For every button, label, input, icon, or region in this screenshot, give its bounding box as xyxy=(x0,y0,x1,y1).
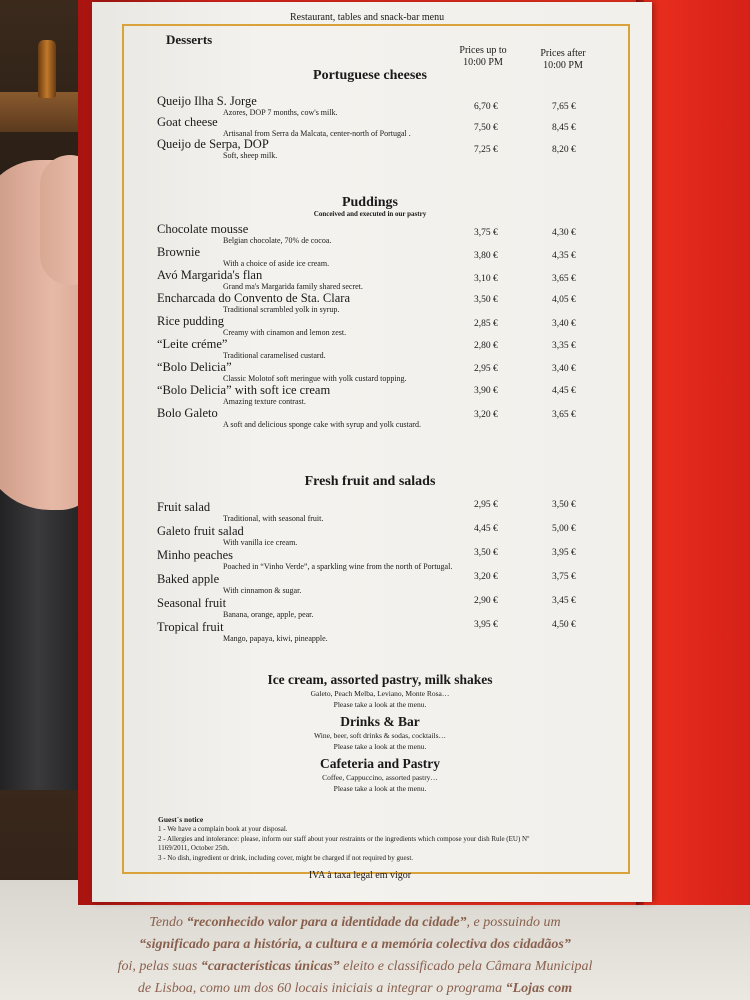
cheeses-title: Portuguese cheeses xyxy=(313,68,427,83)
menu-item xyxy=(157,337,477,361)
price-before-10pm: 2,85 € xyxy=(474,319,498,329)
menu-item-name: Chocolate mousse xyxy=(157,222,249,236)
placemat-text: Tendo “reconhecido valor para a identidade da cidade”, e possuindo um “significado para a história, a cultura e a memória colectiva dos cidadãos” foi, pelas suas “características únicas” eleito e classificado pela Câmara Municipal de Lisboa, como um dos 60 locais iniciais a integrar o programa “Lojas com xyxy=(117,915,593,996)
price-before-10pm: 2,95 € xyxy=(474,364,498,374)
menu-item-description: Poached in “Vinho Verde”, a sparkling wine from the north of Portugal. xyxy=(223,562,453,571)
price-after-10pm: 3,40 € xyxy=(552,319,576,329)
price-after-10pm: 4,50 € xyxy=(552,620,576,630)
menu-item xyxy=(157,291,477,315)
sleeve xyxy=(0,470,85,790)
menu-item-description: A soft and delicious sponge cake with syrup and yolk custard. xyxy=(223,420,421,429)
price-before-10pm: 3,20 € xyxy=(474,410,498,420)
menu-item-description: Classic Molotof soft meringue with yolk custard topping. xyxy=(223,374,407,383)
notice-line: 3 - No dish, ingredient or drink, including cover, might be charged if not required by guest. xyxy=(158,853,414,862)
price-before-10pm: 3,75 € xyxy=(474,228,498,238)
price-after-10pm: 4,35 € xyxy=(552,251,576,261)
price-after-10pm: 8,20 € xyxy=(552,145,576,155)
menu-item-name: Rice pudding xyxy=(157,314,225,328)
menu-item xyxy=(157,620,477,644)
menu-item-name: Queijo Ilha S. Jorge xyxy=(157,94,257,108)
menu-item xyxy=(157,500,477,524)
menu-item xyxy=(157,596,477,620)
menu-item-description: Artisanal from Serra da Malcata, center-north of Portugal . xyxy=(223,129,411,138)
menu-item xyxy=(157,245,477,269)
menu-item xyxy=(157,360,477,384)
notice-title: Guest´s notice xyxy=(158,815,204,824)
extra-section-line: Coffee, Cappuccino, assorted pastry… xyxy=(322,773,438,782)
menu-item-name: Encharcada do Convento de Sta. Clara xyxy=(157,291,350,305)
menu-item xyxy=(157,383,477,407)
extra-section-line: Galeto, Peach Melba, Leviano, Monte Rosa… xyxy=(310,689,450,698)
menu-item xyxy=(157,115,477,139)
price-after-10pm: 3,35 € xyxy=(552,341,576,351)
menu-item-description: Azores, DOP 7 months, cow's milk. xyxy=(223,108,338,117)
extra-section-title: Drinks & Bar xyxy=(340,714,420,729)
price-before-10pm: 2,95 € xyxy=(474,500,498,510)
menu-item-name: Fruit salad xyxy=(157,500,211,514)
puddings-subtitle: Conceived and executed in our pastry xyxy=(313,210,427,218)
price-before-10pm: 4,45 € xyxy=(474,524,498,534)
menu-item-name: Brownie xyxy=(157,245,201,259)
extra-section-title: Cafeteria and Pastry xyxy=(320,756,440,771)
price-after-10pm: 3,65 € xyxy=(552,274,576,284)
menu-item-name: Galeto fruit salad xyxy=(157,524,244,538)
menu-item-name: Bolo Galeto xyxy=(157,406,218,420)
menu-item-description: Belgian chocolate, 70% de cocoa. xyxy=(223,236,332,245)
price-before-10pm: 2,90 € xyxy=(474,596,498,606)
price-after-10pm: 5,00 € xyxy=(552,524,576,534)
menu-item-name: “Bolo Delicia” with soft ice cream xyxy=(157,383,331,397)
price-before-10pm: 6,70 € xyxy=(474,102,498,112)
menu-item xyxy=(157,524,477,548)
price-after-10pm: 4,45 € xyxy=(552,386,576,396)
price-column-header-after: Prices after 10:00 PM xyxy=(540,48,586,71)
price-after-10pm: 3,45 € xyxy=(552,596,576,606)
menu-item-description: Amazing texture contrast. xyxy=(223,397,306,406)
extra-section-line: Wine, beer, soft drinks & sodas, cocktails… xyxy=(313,731,447,740)
footer-tax-note: IVA à taxa legal em vigor xyxy=(308,870,412,881)
price-before-10pm: 7,50 € xyxy=(474,123,498,133)
menu-item xyxy=(157,406,477,430)
menu-item-name: Baked apple xyxy=(157,572,220,586)
menu-item-description: Banana, orange, apple, pear. xyxy=(223,610,314,619)
menu-item xyxy=(157,268,477,292)
menu-item-name: Minho peaches xyxy=(157,548,234,562)
extra-section-title: Ice cream, assorted pastry, milk shakes xyxy=(267,672,493,687)
menu-item xyxy=(157,222,477,246)
price-before-10pm: 3,20 € xyxy=(474,572,498,582)
price-after-10pm: 3,75 € xyxy=(552,572,576,582)
menu-item xyxy=(157,137,477,161)
menu-item-name: Tropical fruit xyxy=(157,620,224,634)
menu-item xyxy=(157,314,477,338)
menu-item-name: “Bolo Delicia” xyxy=(157,360,232,374)
price-before-10pm: 3,50 € xyxy=(474,295,498,305)
price-before-10pm: 3,95 € xyxy=(474,620,498,630)
menu-item-description: Soft, sheep milk. xyxy=(223,151,278,160)
menu-top-title: Restaurant, tables and snack-bar menu xyxy=(290,12,445,23)
price-before-10pm: 3,80 € xyxy=(474,251,498,261)
notice-line: 1 - We have a complain book at your disposal. xyxy=(158,825,288,833)
menu-item-description: With a choice of aside ice cream. xyxy=(223,259,330,268)
section-title: Desserts xyxy=(166,32,213,47)
menu-item xyxy=(157,572,477,596)
menu-item-description: With vanilla ice cream. xyxy=(223,538,298,547)
menu-item-name: “Leite créme” xyxy=(157,337,228,351)
menu-item-name: Seasonal fruit xyxy=(157,596,227,610)
menu-item-description: Creamy with cinamon and lemon zest. xyxy=(223,328,347,337)
price-after-10pm: 4,05 € xyxy=(552,295,576,305)
price-after-10pm: 3,50 € xyxy=(552,500,576,510)
menu-item-name: Queijo de Serpa, DOP xyxy=(157,137,269,151)
price-column-header-before: Prices up to 10:00 PM xyxy=(459,45,507,68)
notice-line: 1169/2011, October 25th. xyxy=(158,844,230,852)
price-after-10pm: 8,45 € xyxy=(552,123,576,133)
menu-item-description: Mango, papaya, kiwi, pineapple. xyxy=(223,634,328,643)
price-before-10pm: 3,50 € xyxy=(474,548,498,558)
extra-section-line: Please take a look at the menu. xyxy=(333,742,427,751)
price-after-10pm: 3,95 € xyxy=(552,548,576,558)
bottle xyxy=(38,40,56,98)
price-before-10pm: 2,80 € xyxy=(474,341,498,351)
menu-item-name: Avó Margarida's flan xyxy=(157,268,263,282)
extra-section-line: Please take a look at the menu. xyxy=(333,700,427,709)
menu-item-description: With cinnamon & sugar. xyxy=(223,586,302,595)
menu-item-name: Goat cheese xyxy=(157,115,218,129)
menu-item-description: Grand ma's Margarida family shared secret. xyxy=(223,282,363,291)
puddings-title: Puddings xyxy=(341,195,399,210)
price-after-10pm: 3,40 € xyxy=(552,364,576,374)
menu-item-description: Traditional, with seasonal fruit. xyxy=(223,514,324,523)
menu-item-description: Traditional scrambled yolk in syrup. xyxy=(223,305,340,314)
price-before-10pm: 7,25 € xyxy=(474,145,498,155)
extra-section-line: Please take a look at the menu. xyxy=(333,784,427,793)
menu-item-description: Traditional caramelised custard. xyxy=(223,351,326,360)
price-after-10pm: 7,65 € xyxy=(552,102,576,112)
price-after-10pm: 4,30 € xyxy=(552,228,576,238)
notice-line: 2 - Allergies and intolerance: please, inform our staff about your restraints or the ingredients which compose your dish Rule (EU) Nº xyxy=(158,834,530,843)
price-before-10pm: 3,90 € xyxy=(474,386,498,396)
price-after-10pm: 3,65 € xyxy=(552,410,576,420)
fruit-title: Fresh fruit and salads xyxy=(304,474,436,489)
menu-item xyxy=(157,548,477,572)
price-before-10pm: 3,10 € xyxy=(474,274,498,284)
